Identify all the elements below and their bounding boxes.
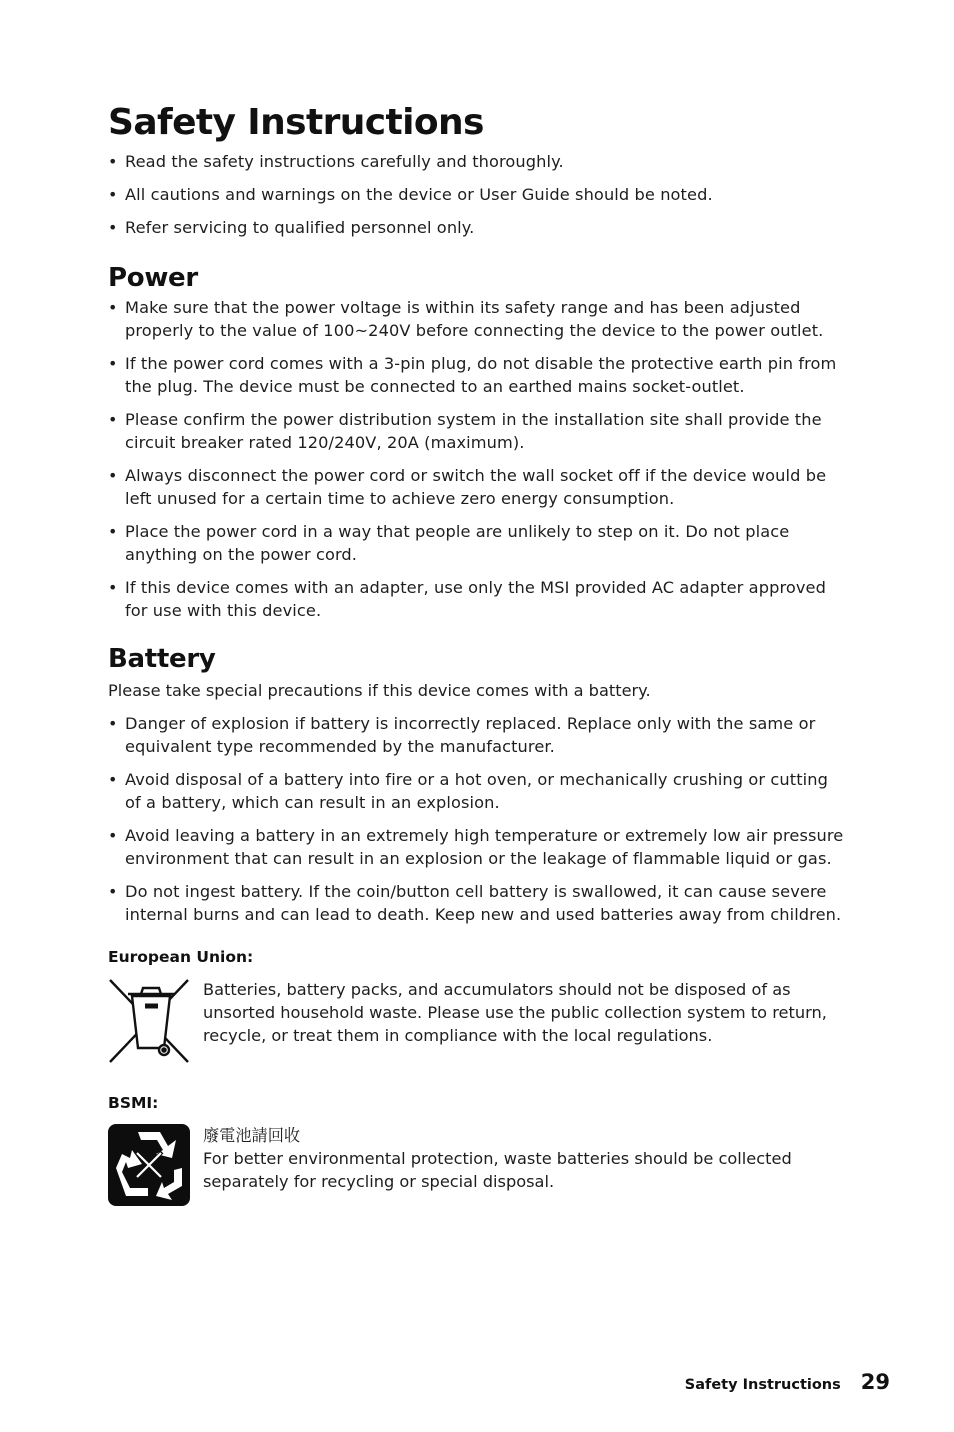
bsmi-text-block — [203, 1124, 848, 1193]
power-heading: Power — [108, 263, 198, 293]
battery-list — [108, 712, 848, 926]
list-item: • Please confirm the power distribution system in the installation site shall provide the circuit breaker rated 120/240V, 20A (maximum). — [108, 408, 848, 454]
eu-label: European Union: — [108, 948, 254, 966]
battery-intro: Please take special precautions if this device comes with a battery. — [108, 681, 651, 700]
list-item: • All cautions and warnings on the device or User Guide should be noted. — [108, 183, 848, 206]
bsmi-chinese-text: 廢電池請回收 — [203, 1126, 301, 1145]
footer-section-title: Safety Instructions — [684, 1377, 841, 1393]
list-item: • Always disconnect the power cord or switch the wall socket off if the device would be left unused for a certain time to achieve zero energy consumption. — [108, 464, 848, 510]
list-item: • Danger of explosion if battery is incorrectly replaced. Replace only with the same or equivalent type recommended by the manufacturer. — [108, 712, 848, 758]
intro-list — [108, 150, 848, 239]
bsmi-notice — [108, 1124, 848, 1206]
list-item: • Refer servicing to qualified personnel only. — [108, 216, 848, 239]
list-item: • Make sure that the power voltage is within its safety range and has been adjusted properly to the value of 100~240V before connecting the device to the power outlet. — [108, 296, 848, 342]
list-item: • If this device comes with an adapter, use only the MSI provided AC adapter approved for use with this device. — [108, 576, 848, 622]
bsmi-text: For better environmental protection, waste batteries should be collected separately for recycling or special disposal. — [203, 1149, 792, 1191]
list-item: • Place the power cord in a way that people are unlikely to step on it. Do not place anything on the power cord. — [108, 520, 848, 566]
list-item: • Do not ingest battery. If the coin/button cell battery is swallowed, it can cause severe internal burns and can lead to death. Keep new and used batteries away from children. — [108, 880, 848, 926]
page-title: Safety Instructions — [108, 102, 484, 143]
list-item: • If the power cord comes with a 3-pin plug, do not disable the protective earth pin from the plug. The device must be connected to an earthed mains socket-outlet. — [108, 352, 848, 398]
recycle-icon — [108, 1124, 190, 1206]
page-footer — [685, 1370, 890, 1394]
eu-notice — [108, 978, 848, 1064]
bsmi-label: BSMI: — [108, 1094, 159, 1112]
crossed-out-wheelie-bin-icon — [108, 978, 190, 1064]
list-item: • Avoid disposal of a battery into fire or a hot oven, or mechanically crushing or cutting of a battery, which can result in an explosion. — [108, 768, 848, 814]
list-item: • Read the safety instructions carefully and thoroughly. — [108, 150, 848, 173]
page-number: 29 — [860, 1370, 890, 1394]
battery-heading: Battery — [108, 644, 216, 674]
power-list — [108, 296, 848, 622]
list-item: • Avoid leaving a battery in an extremely high temperature or extremely low air pressure environment that can result in an explosion or the leakage of flammable liquid or gas. — [108, 824, 848, 870]
page-content — [108, 98, 848, 1206]
eu-text: Batteries, battery packs, and accumulators should not be disposed of as unsorted household waste. Please use the public collection system to return, recycle, or treat them in compliance with the local regulations. — [203, 980, 827, 1045]
